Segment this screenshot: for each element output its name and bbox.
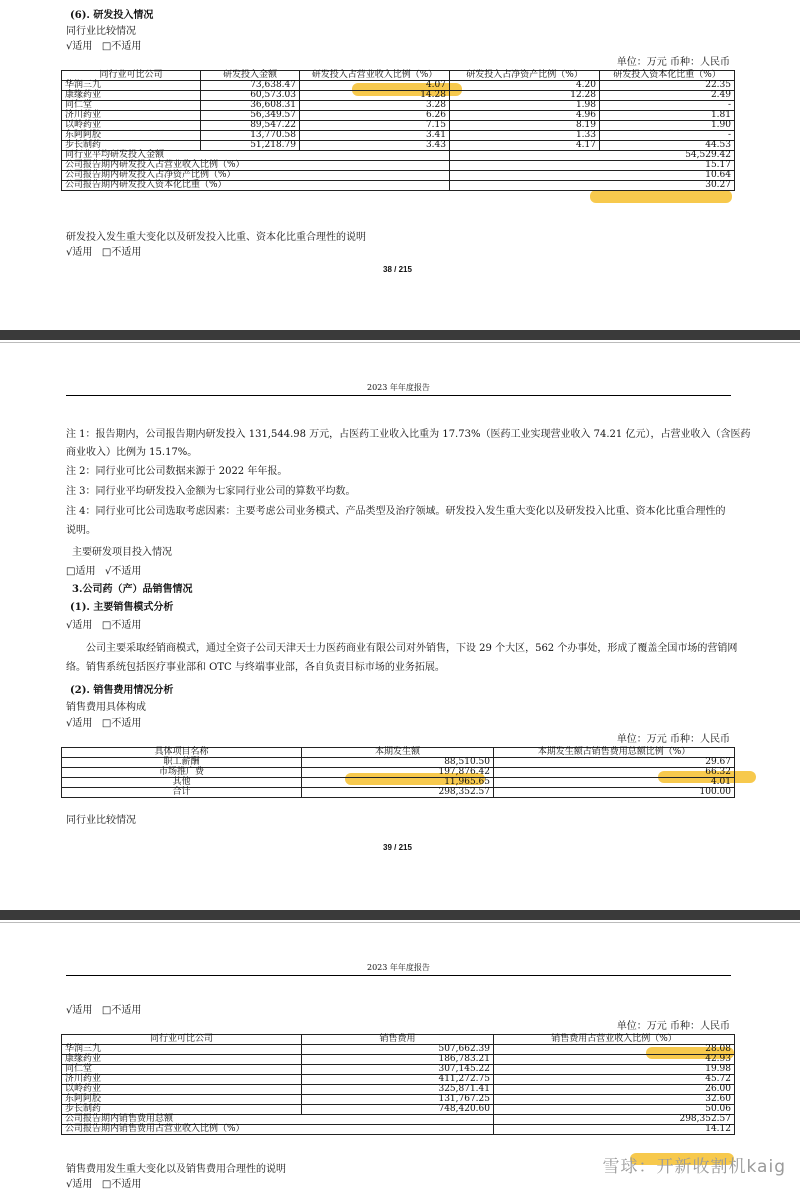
table-cell: -: [600, 131, 735, 141]
expense-composition: 销售费用具体构成: [66, 702, 146, 713]
table-row: [62, 778, 735, 788]
page-number: 38 / 215: [383, 265, 412, 274]
table-cell: 1.90: [600, 121, 735, 131]
applicable-option: [66, 566, 141, 578]
table-cell: 东阿阿胶: [62, 131, 201, 141]
table-cell: 51,218.79: [201, 141, 300, 151]
note-3: 注 3：同行业平均研发投入金额为七家同行业公司的算数平均数。: [66, 486, 356, 497]
table-cell: 8.19: [450, 121, 600, 131]
table-cell: 30.27: [450, 181, 735, 191]
rd-note-line: 研发投入发生重大变化以及研发投入比重、资本化比重合理性的说明: [66, 232, 366, 243]
table-row: [62, 121, 735, 131]
table-cell: 45.72: [494, 1075, 735, 1085]
table-cell: 同行业平均研发投入金额: [62, 151, 450, 161]
summary-row: [62, 181, 735, 191]
applicable-option: [66, 41, 141, 53]
table-cell: 89,547.22: [201, 121, 300, 131]
table-cell: 康缘药业: [62, 91, 201, 101]
applicable-checked: √适用: [66, 1179, 93, 1190]
table-cell: 44.53: [600, 141, 735, 151]
applicable-checked: √适用: [66, 247, 93, 258]
table-cell: 4.07: [300, 81, 450, 91]
not-applicable-checked: √不适用: [105, 566, 142, 577]
table-header-cell: 研发投入占净资产比例（%）: [450, 71, 600, 81]
rd-peer-table: [61, 70, 735, 191]
sales-note-line: 销售费用发生重大变化以及销售费用合理性的说明: [66, 1164, 286, 1175]
table-cell: 748,420.60: [302, 1105, 494, 1115]
table-header-cell: 同行业可比公司: [62, 1035, 302, 1045]
table-cell: 1.81: [600, 111, 735, 121]
page-number: 39 / 215: [383, 843, 412, 852]
table-cell: 14.12: [494, 1125, 735, 1135]
table-header-cell: 研发投入资本化比重（%）: [600, 71, 735, 81]
project-title: 主要研发项目投入情况: [72, 547, 172, 558]
table-cell: 华润三九: [62, 1045, 302, 1055]
table-row: [62, 768, 735, 778]
highlight-mark: [590, 190, 732, 203]
table-cell: 济川药业: [62, 1075, 302, 1085]
table-cell: 14.28: [300, 91, 450, 101]
table-cell: 职工薪酬: [62, 758, 302, 768]
table-header-cell: 本期发生额: [302, 748, 494, 758]
table-cell: 298,352.57: [494, 1115, 735, 1125]
table-cell: 10.64: [450, 171, 735, 181]
table-cell: 11,965.65: [302, 778, 494, 788]
table-row: [62, 1065, 735, 1075]
table-header-cell: 同行业可比公司: [62, 71, 201, 81]
table-row: [62, 131, 735, 141]
table-cell: 56,349.57: [201, 111, 300, 121]
table-header-row: [62, 1035, 735, 1045]
table-cell: 公司报告期内研发投入占净资产比例（%）: [62, 171, 450, 181]
not-applicable-unchecked: □不适用: [101, 620, 142, 631]
table-header-cell: 销售费用占营业收入比例（%）: [494, 1035, 735, 1045]
table-cell: 3.28: [300, 101, 450, 111]
table-cell: 26.00: [494, 1085, 735, 1095]
applicable-option: [66, 1179, 141, 1191]
summary-row: [62, 151, 735, 161]
table-cell: 4.17: [450, 141, 600, 151]
applicable-checked: √适用: [66, 41, 93, 52]
table-header-row: [62, 748, 735, 758]
table-cell: 东阿阿胶: [62, 1095, 302, 1105]
table-cell: 186,783.21: [302, 1055, 494, 1065]
table-cell: 康缘药业: [62, 1055, 302, 1065]
table-cell: 1.33: [450, 131, 600, 141]
applicable-option: [66, 718, 141, 730]
table-row: [62, 91, 735, 101]
table-header-row: [62, 71, 735, 81]
watermark: 雪球：开新收割机kaig: [602, 1157, 786, 1177]
table-row: [62, 1075, 735, 1085]
table-cell: 12.28: [450, 91, 600, 101]
sub-title-sales-expense: (2). 销售费用情况分析: [70, 685, 174, 696]
table-cell: 济川药业: [62, 111, 201, 121]
not-applicable-unchecked: □不适用: [101, 41, 142, 52]
sales-peer-table: [61, 1034, 735, 1135]
table-cell: 同仁堂: [62, 1065, 302, 1075]
table-cell: 6.26: [300, 111, 450, 121]
table-cell: 13,770.58: [201, 131, 300, 141]
table-row: [62, 1085, 735, 1095]
table-cell: 4.01: [494, 778, 735, 788]
table-row: [62, 111, 735, 121]
table-row: [62, 1095, 735, 1105]
table-row: [62, 758, 735, 768]
table-cell: 合计: [62, 788, 302, 798]
header-rule: [66, 395, 731, 396]
table-cell: 36,608.31: [201, 101, 300, 111]
section-title-rd: (6). 研发投入情况: [70, 10, 154, 21]
note-1-cont: 商业收入）比例为 15.17%。: [66, 447, 198, 458]
table-cell: 公司报告期内研发投入占营业收入比例（%）: [62, 161, 450, 171]
note-1: 注 1：报告期内，公司报告期内研发投入 131,544.98 万元，占医药工业收入比重为 17.73%（医药工业实现营业收入 74.21 亿元），占营业收入（含医药: [66, 429, 751, 440]
header-rule: [66, 975, 731, 976]
sales-mode-paragraph-cont: 络。销售系统包括医疗事业部和 OTC 与终端事业部，各自负责目标市场的业务拓展。: [66, 662, 445, 673]
applicable-option: [66, 1005, 141, 1017]
page-separator: [0, 910, 800, 920]
table-cell: 步长制药: [62, 141, 201, 151]
table-cell: 7.15: [300, 121, 450, 131]
note-2: 注 2：同行业可比公司数据来源于 2022 年年报。: [66, 466, 288, 477]
applicable-option: [66, 247, 141, 259]
table-cell: 3.41: [300, 131, 450, 141]
page-separator: [0, 330, 800, 340]
applicable-checked: √适用: [66, 718, 93, 729]
table-cell: 131,767.25: [302, 1095, 494, 1105]
table-cell: 411,272.75: [302, 1075, 494, 1085]
table-cell: 100.00: [494, 788, 735, 798]
table-row: [62, 101, 735, 111]
not-applicable-unchecked: □不适用: [101, 247, 142, 258]
table-cell: 29.67: [494, 758, 735, 768]
table-cell: 华润三九: [62, 81, 201, 91]
applicable-option: [66, 620, 141, 632]
table-cell: 507,662.39: [302, 1045, 494, 1055]
table-row: [62, 788, 735, 798]
table-row: [62, 81, 735, 91]
peer-compare-title: 同行业比较情况: [66, 815, 136, 826]
table-row: [62, 1045, 735, 1055]
table-cell: 公司报告期内销售费用占营业收入比例（%）: [62, 1125, 494, 1135]
unit-line: 单位：万元 币种：人民币: [616, 1021, 730, 1032]
applicable-checked: √适用: [66, 620, 93, 631]
table-row: [62, 1055, 735, 1065]
applicable-unchecked: □适用: [66, 566, 96, 577]
summary-row: [62, 1115, 735, 1125]
table-cell: 298,352.57: [302, 788, 494, 798]
table-cell: 公司报告期内销售费用总额: [62, 1115, 494, 1125]
table-cell: 307,145.22: [302, 1065, 494, 1075]
summary-row: [62, 171, 735, 181]
table-header-cell: 研发投入金额: [201, 71, 300, 81]
table-cell: 60,573.03: [201, 91, 300, 101]
table-cell: 42.93: [494, 1055, 735, 1065]
section-title-sales: 3.公司药（产）品销售情况: [72, 584, 193, 595]
table-cell: 3.43: [300, 141, 450, 151]
subheading-peer-compare: 同行业比较情况: [66, 26, 136, 37]
table-cell: 88,510.50: [302, 758, 494, 768]
not-applicable-unchecked: □不适用: [101, 1179, 142, 1190]
table-cell: 以岭药业: [62, 121, 201, 131]
table-cell: 公司报告期内研发投入资本化比重（%）: [62, 181, 450, 191]
sales-expense-table: [61, 747, 735, 798]
note-4-cont: 说明。: [66, 525, 96, 536]
table-cell: 4.20: [450, 81, 600, 91]
table-cell: 以岭药业: [62, 1085, 302, 1095]
table-cell: 28.08: [494, 1045, 735, 1055]
table-cell: 54,529.42: [450, 151, 735, 161]
summary-row: [62, 161, 735, 171]
table-row: [62, 1105, 735, 1115]
table-cell: 步长制药: [62, 1105, 302, 1115]
page-header: 2023 年年度报告: [367, 383, 430, 392]
table-cell: 同仁堂: [62, 101, 201, 111]
table-cell: 197,876.42: [302, 768, 494, 778]
table-header-cell: 研发投入占营业收入比例（%）: [300, 71, 450, 81]
note-4: 注 4：同行业可比公司选取考虑因素：主要考虑公司业务模式、产品类型及治疗领域。研发投入发生重大变化以及研发投入比重、资本化比重合理性的: [66, 506, 726, 517]
page-separator-line: [0, 342, 800, 343]
sub-title-sales-mode: (1). 主要销售模式分析: [70, 602, 174, 613]
not-applicable-unchecked: □不适用: [101, 718, 142, 729]
table-cell: 4.96: [450, 111, 600, 121]
table-cell: 66.32: [494, 768, 735, 778]
summary-row: [62, 1125, 735, 1135]
table-cell: 32.60: [494, 1095, 735, 1105]
table-header-cell: 销售费用: [302, 1035, 494, 1045]
applicable-checked: √适用: [66, 1005, 93, 1016]
sales-mode-paragraph: 公司主要采取经销商模式，通过全资子公司天津天士力医药商业有限公司对外销售，下设 29 个大区，562 个办事处，形成了覆盖全国市场的营销网: [86, 643, 738, 654]
table-cell: 73,638.47: [201, 81, 300, 91]
table-cell: 市场推广费: [62, 768, 302, 778]
table-cell: 15.17: [450, 161, 735, 171]
table-header-cell: 本期发生额占销售费用总额比例（%）: [494, 748, 735, 758]
table-cell: 19.98: [494, 1065, 735, 1075]
table-cell: 1.98: [450, 101, 600, 111]
table-cell: 325,871.41: [302, 1085, 494, 1095]
table-cell: -: [600, 101, 735, 111]
table-cell: 2.49: [600, 91, 735, 101]
table-header-cell: 具体项目名称: [62, 748, 302, 758]
table-cell: 50.06: [494, 1105, 735, 1115]
page-header: 2023 年年度报告: [367, 963, 430, 972]
page-separator-line: [0, 922, 800, 923]
unit-line: 单位：万元 币种：人民币: [616, 57, 730, 68]
unit-line: 单位：万元 币种：人民币: [616, 734, 730, 745]
table-row: [62, 141, 735, 151]
table-cell: 其他: [62, 778, 302, 788]
not-applicable-unchecked: □不适用: [101, 1005, 142, 1016]
table-cell: 22.35: [600, 81, 735, 91]
